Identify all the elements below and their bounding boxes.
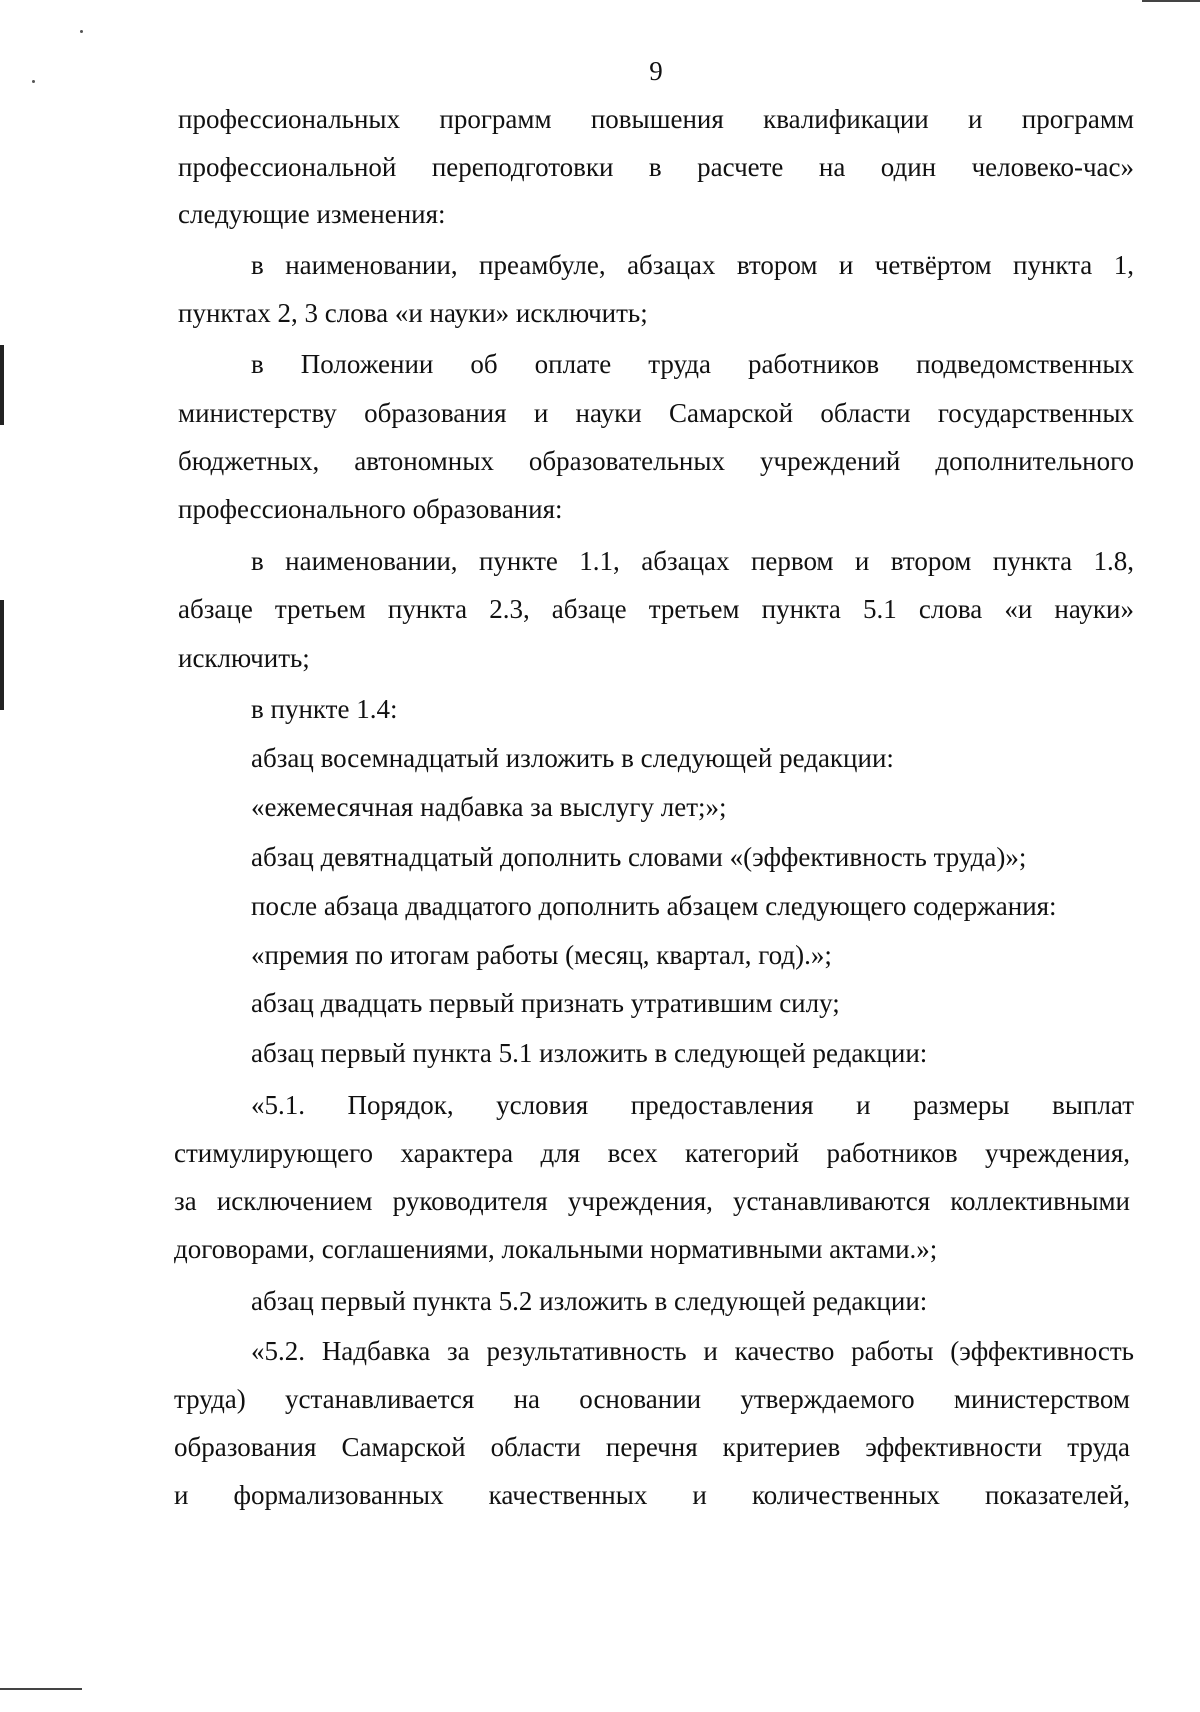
text-line: за исключением руководителя учреждения, устанавливаются коллективными xyxy=(174,1186,1130,1216)
text-line: профессиональной переподготовки в расчете на один человеко-час» xyxy=(178,152,1134,182)
text-line: пунктах 2, 3 слова «и науки» исключить; xyxy=(178,298,648,328)
text-line: профессиональных программ повышения квалификации и программ xyxy=(178,104,1134,134)
text-line: «5.2. Надбавка за результативность и качество работы (эффективность xyxy=(251,1336,1134,1366)
scan-binding-mark xyxy=(0,345,4,425)
text-line: профессионального образования: xyxy=(178,494,563,524)
text-line: бюджетных, автономных образовательных учреждений дополнительного xyxy=(178,446,1134,476)
text-line: «премия по итогам работы (месяц, квартал, год).»; xyxy=(251,940,832,970)
text-line: в наименовании, преамбуле, абзацах втором и четвёртом пункта 1, xyxy=(251,250,1134,280)
scan-edge-line xyxy=(1142,0,1200,2)
text-line: договорами, соглашениями, локальными нормативными актами.»; xyxy=(174,1234,938,1264)
text-line: после абзаца двадцатого дополнить абзацем следующего содержания: xyxy=(251,891,1057,921)
text-line: «ежемесячная надбавка за выслугу лет;»; xyxy=(251,792,727,822)
text-line: в наименовании, пункте 1.1, абзацах первом и втором пункта 1.8, xyxy=(251,546,1134,576)
text-line: в Положении об оплате труда работников подведомственных xyxy=(251,349,1134,379)
text-line: абзац девятнадцатый дополнить словами «(эффективность труда)»; xyxy=(251,842,1027,872)
text-line: следующие изменения: xyxy=(178,199,446,229)
text-line: абзац двадцать первый признать утратившим силу; xyxy=(251,988,840,1018)
text-line: абзаце третьем пункта 2.3, абзаце третьем пункта 5.1 слова «и науки» xyxy=(178,594,1134,624)
text-line: абзац восемнадцатый изложить в следующей редакции: xyxy=(251,743,894,773)
text-line: стимулирующего характера для всех категорий работников учреждения, xyxy=(174,1138,1130,1168)
text-line: исключить; xyxy=(178,643,310,673)
scan-binding-mark xyxy=(0,600,4,710)
text-line: абзац первый пункта 5.1 изложить в следующей редакции: xyxy=(251,1038,928,1068)
text-line: абзац первый пункта 5.2 изложить в следующей редакции: xyxy=(251,1286,928,1316)
text-line: образования Самарской области перечня критериев эффективности труда xyxy=(174,1432,1130,1462)
text-line: министерству образования и науки Самарской области государственных xyxy=(178,398,1134,428)
text-line: «5.1. Порядок, условия предоставления и размеры выплат xyxy=(251,1090,1134,1120)
scan-speck xyxy=(80,30,83,33)
page-number: 9 xyxy=(649,56,663,86)
text-line: в пункте 1.4: xyxy=(251,694,398,724)
scan-edge-line xyxy=(0,1688,82,1690)
text-line: труда) устанавливается на основании утверждаемого министерством xyxy=(174,1384,1130,1414)
text-line: и формализованных качественных и количественных показателей, xyxy=(174,1480,1130,1510)
